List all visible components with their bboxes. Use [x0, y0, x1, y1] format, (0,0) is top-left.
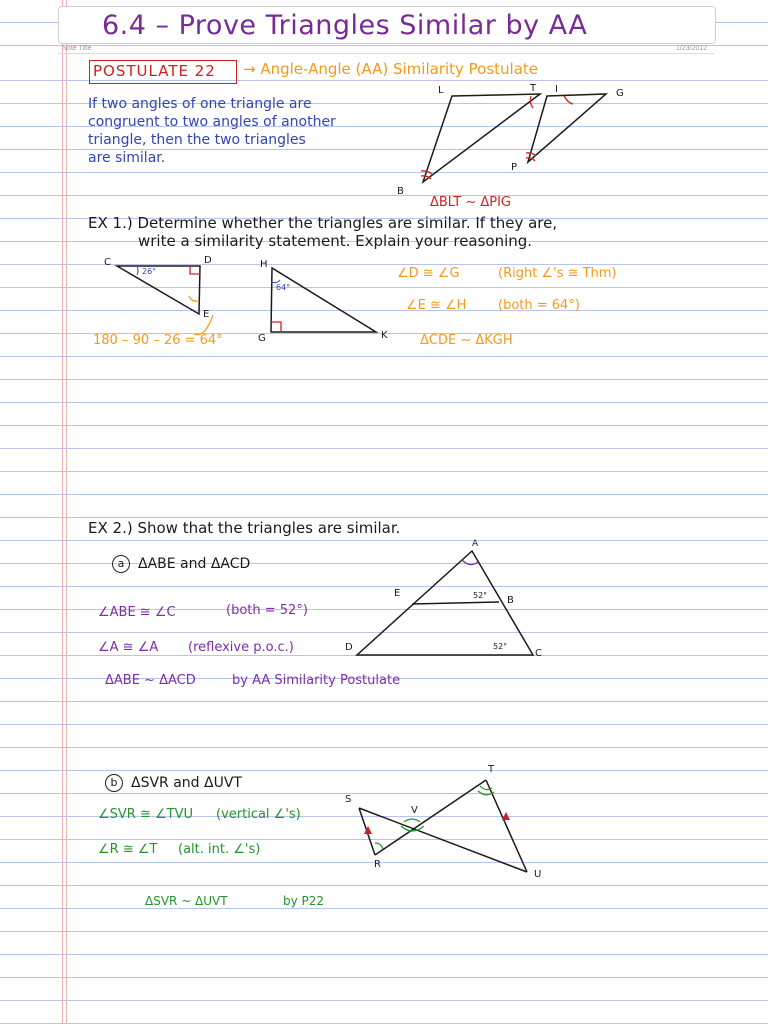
- angle-mark-v2: [404, 819, 420, 822]
- angle-c-value-2: 52°: [493, 642, 508, 651]
- ex1-reason-1-stmt: ∠D ≅ ∠G: [397, 266, 460, 281]
- ex2a-line-2-why: (reflexive p.o.c.): [188, 640, 294, 655]
- postulate-statement-line-2: congruent to two angles of another: [88, 114, 336, 130]
- ex1-prompt-line-2: write a similarity statement. Explain your reasoning.: [138, 232, 533, 250]
- ex2-prompt: EX 2.) Show that the triangles are similar.: [88, 519, 401, 537]
- label-c: C: [104, 257, 111, 268]
- note-date: 1/23/2012: [676, 45, 708, 52]
- label-d: D: [204, 255, 212, 266]
- angle-h-value: 64°: [276, 283, 291, 292]
- ex2b-line-1-why: (vertical ∠'s): [216, 807, 301, 822]
- ex1-conclusion: ΔCDE ~ ΔKGH: [420, 333, 513, 348]
- ex1-reason-1-why: (Right ∠'s ≅ Thm): [498, 266, 617, 281]
- postulate-similarity: ΔBLT ~ ΔPIG: [430, 195, 512, 210]
- label-v: V: [411, 805, 418, 816]
- label-p: P: [511, 162, 518, 173]
- ex2b-line-2-stmt: ∠R ≅ ∠T: [98, 842, 158, 857]
- label-c2: C: [535, 648, 542, 659]
- angle-mark-c: [137, 266, 138, 275]
- label-g: G: [258, 333, 266, 344]
- parallel-arrow-tu: [502, 812, 510, 820]
- label-k: K: [381, 330, 388, 341]
- ex1-reason-2-stmt: ∠E ≅ ∠H: [406, 298, 467, 313]
- segment-rt: [375, 780, 486, 855]
- label-l: L: [438, 85, 444, 96]
- label-e: E: [203, 309, 210, 320]
- ex2a-line-1-why: (both = 52°): [226, 603, 308, 618]
- ex2a-marker: a: [112, 555, 130, 573]
- ex2a-line-1-stmt: ∠ABE ≅ ∠C: [98, 605, 176, 620]
- label-d2: D: [345, 642, 353, 653]
- triangle-hgk: [271, 268, 376, 332]
- ex2b-heading: [105, 774, 242, 792]
- angle-c-value: 26°: [142, 267, 157, 276]
- angle-mark-i: [564, 96, 573, 104]
- ex2b-line-1-stmt: ∠SVR ≅ ∠TVU: [98, 807, 193, 822]
- angle-mark-e: [189, 296, 199, 301]
- postulate-statement-line-3: triangle, then the two triangles: [88, 132, 306, 148]
- ex2b-conclusion-stmt: ΔSVR ~ ΔUVT: [145, 894, 228, 908]
- label-b2: B: [507, 595, 514, 606]
- triangle-cde: [117, 266, 200, 314]
- triangle-pig: [528, 94, 606, 162]
- label-r: R: [374, 859, 381, 870]
- postulate-label: POSTULATE 22: [93, 62, 216, 80]
- segment-su: [359, 805, 527, 872]
- label-i: I: [555, 84, 558, 95]
- ex2b-title: ΔSVR and ΔUVT: [131, 775, 242, 791]
- ex2b-marker: b: [105, 774, 123, 792]
- label-e2: E: [394, 588, 401, 599]
- right-angle-g: [271, 322, 281, 332]
- ex1-reason-2-why: (both = 64°): [498, 298, 580, 313]
- ex2a-line-2-stmt: ∠A ≅ ∠A: [98, 640, 159, 655]
- label-g-top: G: [616, 88, 624, 99]
- postulate-name: → Angle-Angle (AA) Similarity Postulate: [243, 60, 539, 78]
- label-t: T: [530, 83, 537, 94]
- segment-eb: [412, 602, 499, 604]
- ex2b-line-2-why: (alt. int. ∠'s): [178, 842, 261, 857]
- postulate-statement-line-1: If two angles of one triangle are: [88, 96, 312, 112]
- triangle-blt: [423, 94, 540, 182]
- label-t2: T: [488, 764, 495, 775]
- label-u: U: [534, 869, 542, 880]
- ex2a-line-3-stmt: ΔABE ~ ΔACD: [105, 673, 196, 688]
- page-title: 6.4 – Prove Triangles Similar by AA: [102, 10, 588, 41]
- ex1-computation: 180 – 90 – 26 = 64°: [93, 333, 223, 348]
- angle-mark-r: [375, 843, 383, 849]
- ex2a-heading: [112, 555, 250, 573]
- angle-mark-a: [462, 560, 478, 565]
- ex2a-line-3-why: by AA Similarity Postulate: [232, 673, 401, 688]
- angle-mark-p: [526, 153, 536, 156]
- ex2a-title: ΔABE and ΔACD: [138, 556, 251, 572]
- angle-b-value: 52°: [473, 591, 488, 600]
- label-h: H: [260, 259, 268, 270]
- label-a: A: [472, 539, 479, 549]
- label-b: B: [397, 186, 404, 197]
- note-title-label: Note Title: [62, 45, 92, 52]
- right-angle-d: [190, 266, 200, 274]
- label-s: S: [345, 794, 352, 805]
- ex2b-conclusion-why: by P22: [283, 894, 325, 908]
- postulate-statement-line-4: are similar.: [88, 150, 166, 166]
- ex1-prompt-line-1: EX 1.) Determine whether the triangles are similar. If they are,: [88, 214, 558, 232]
- angle-mark-t: [530, 96, 533, 108]
